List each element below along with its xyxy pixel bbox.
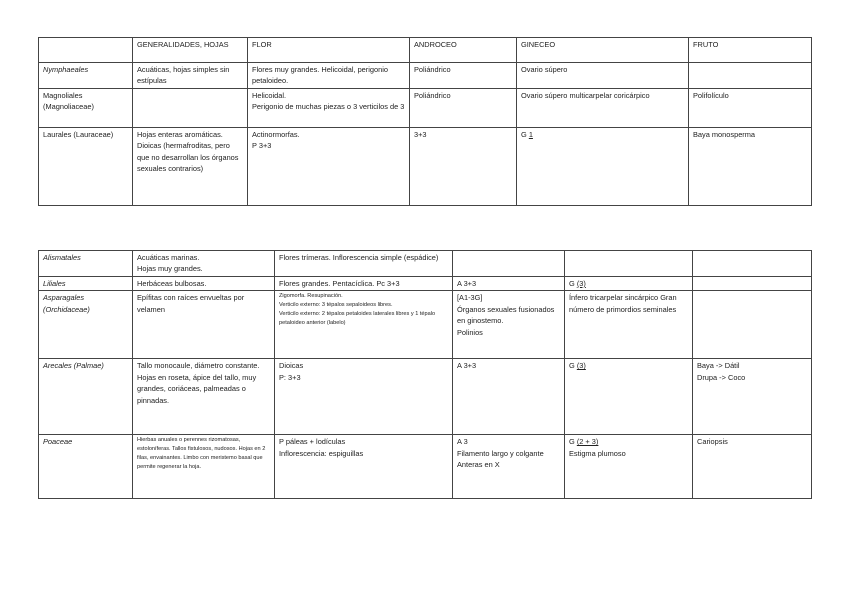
fruto-cell: Polifolículo [689,88,812,127]
gineceo-cell: Ovario súpero multicarpelar coricárpico [517,88,689,127]
fruto-line: Drupa -> Coco [697,372,746,382]
gineceo-cell [517,127,689,205]
gineceo-prefix: G [569,278,577,288]
orders-table-2 [38,250,812,499]
order-name-cell: Alismatales [39,251,133,277]
generalidades-cell: Acuáticas, hojas simples sin estípulas [133,63,248,89]
table-row [39,359,812,435]
order-name-cell: Laurales (Lauraceae) [39,127,133,205]
androceo-cell [453,251,565,277]
generalidades-line: Acuáticas marinas. [137,253,200,262]
header-cell-gineceo: GINECEO [517,38,689,63]
flor-line: Perigonio de muchas piezas o 3 verticilos de 3 [252,102,405,112]
table-row [39,127,812,205]
flor-line: P páleas + lodículas [279,437,346,447]
flor-cell: Flores muy grandes. Helicoidal, perigonio petaloideo. [248,63,410,89]
flor-line: Zigomorfa. Resupinación. [279,293,343,300]
table-row [39,276,812,290]
flor-cell [275,291,453,359]
flor-cell: Flores trímeras. Inflorescencia simple (espádice) [275,251,453,277]
flor-line: P: 3+3 [279,372,301,382]
generalidades-cell [133,251,275,277]
orders-table-1 [38,37,812,206]
flor-line: Inflorescencia: espiguillas [279,448,364,458]
generalidades-cell: Hierbas anuales o perennes rizomatosas, estoloníferas. Tallos fistulosos, nudosos. Hojas en 2 filas, envainantes. Limbo con meristemo basal que permite regenerar la hoja. [133,435,275,499]
flor-line: Verticilo externo: 3 tépalos sepaloideos libres. [279,302,393,309]
gineceo-formula: 1 [528,129,533,139]
header-cell-generalidades: GENERALIDADES, HOJAS [133,38,248,63]
androceo-line: Filamento largo y colgante [457,448,544,458]
flor-cell [248,127,410,205]
generalidades-line: Tallo monocaule, diámetro constante. [137,361,260,371]
order-name-cell: Asparagales (Orchidaceae) [39,291,133,359]
fruto-cell [689,63,812,89]
fruto-cell [693,276,812,290]
generalidades-line: Hojas muy grandes. [137,264,203,274]
androceo-line: Anteras en X [457,460,500,470]
fruto-cell: Baya monosperma [689,127,812,205]
header-cell-empty [39,38,133,63]
gineceo-cell [565,276,693,290]
gineceo-formula: (2 + 3) [576,437,599,447]
table-header-row [39,38,812,63]
header-cell-fruto: FRUTO [689,38,812,63]
gineceo-cell: Ínfero tricarpelar sincárpico Gran número de primordios seminales [565,291,693,359]
fruto-line: Baya -> Dátil [697,361,740,371]
generalidades-line: Hojas en roseta, ápice del tallo, muy grandes, coriáceas, palmeadas o pinnadas. [137,372,257,405]
gineceo-formula: (3) [576,361,586,371]
table-row [39,291,812,359]
androceo-cell: Poliándrico [410,63,517,89]
flor-line: Dioicas [279,361,304,371]
gineceo-cell: Ovario súpero [517,63,689,89]
androceo-line: [A1-3G] [457,293,483,303]
header-cell-flor: FLOR [248,38,410,63]
androceo-line: Órganos sexuales fusionados en ginostemo. [457,304,555,326]
flor-line: P 3+3 [252,141,272,151]
generalidades-cell [133,359,275,435]
gineceo-formula: (3) [576,278,586,288]
table-row [39,251,812,277]
androceo-cell: A 3+3 [453,276,565,290]
order-name-cell: Nymphaeales [39,63,133,89]
gineceo-prefix: G [569,437,577,447]
androceo-cell: 3+3 [410,127,517,205]
order-name-cell: Poaceae [39,435,133,499]
flor-line: Helicoidal. [252,90,287,100]
gineceo-line [569,436,688,447]
androceo-cell: Poliándrico [410,88,517,127]
table-row [39,435,812,499]
order-name-cell: Liliales [39,276,133,290]
androceo-line: Polinios [457,327,483,337]
androceo-line: A 3 [457,437,468,447]
header-cell-androceo: ANDROCEO [410,38,517,63]
gineceo-cell [565,435,693,499]
gineceo-cell [565,251,693,277]
gineceo-prefix: G [521,129,529,139]
fruto-cell [693,359,812,435]
generalidades-cell: Hojas enteras aromáticas. Dioicas (hermafroditas, pero que no desarrollan los órganos sexuales contrarios) [133,127,248,205]
gineceo-cell [565,359,693,435]
flor-line: Actinormorfas. [252,129,300,139]
order-name-cell: Arecales (Palmae) [39,359,133,435]
flor-cell [275,435,453,499]
flor-cell [248,88,410,127]
fruto-cell [693,291,812,359]
generalidades-cell: Epífitas con raíces envueltas por velamen [133,291,275,359]
fruto-cell [693,251,812,277]
table-row [39,88,812,127]
androceo-cell [453,291,565,359]
flor-cell [275,359,453,435]
table-row [39,63,812,89]
fruto-cell: Cariopsis [693,435,812,499]
gineceo-prefix: G [569,361,577,371]
flor-line: Verticilo externo: 2 tépalos petaloides laterales libres y 1 tépalo petaloideo anterior (labelo) [279,311,436,327]
androceo-cell: A 3+3 [453,359,565,435]
androceo-cell [453,435,565,499]
flor-cell: Flores grandes. Pentacíclica. Pc 3+3 [275,276,453,290]
order-name-cell: Magnoliales (Magnoliaceae) [39,88,133,127]
gineceo-line: Estigma plumoso [569,448,626,458]
generalidades-cell [133,88,248,127]
generalidades-cell: Herbáceas bulbosas. [133,276,275,290]
